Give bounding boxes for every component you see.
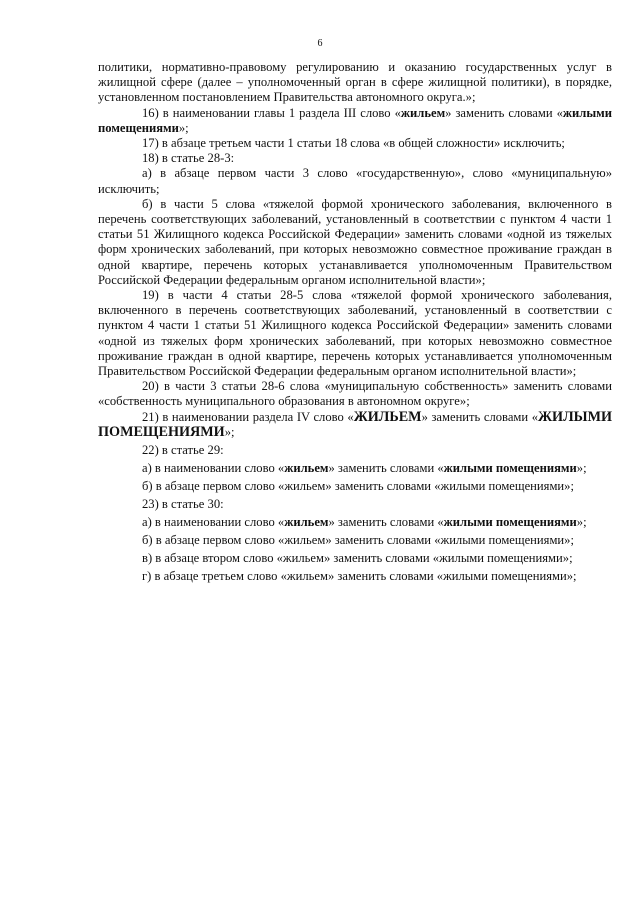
bold-term: ЖИЛЬЕМ [353, 408, 422, 425]
paragraph-18b: б) в части 5 слова «тяжелой формой хронического заболевания, включенного в перечень соответствующих заболеваний, установленный в соответствии с пунктом 4 части 1 статьи 51 Жилищного кодекса Российской Федерации» заменить словами «одной из тяжелых форм хронических заболеваний, при которых невозможно совместное проживание граждан в одной квартире, перечень которых устанавливается уполномоченным Правительством Российской Федерации федеральным органом исполнительной власти»; [98, 196, 612, 287]
bold-term: жилыми помещениями [443, 460, 577, 475]
page-number: 6 [317, 38, 323, 49]
bold-term: жильем [400, 105, 446, 120]
paragraph-22a: а) в наименовании слово «жильем» заменить словами «жилыми помещениями»; [142, 460, 587, 475]
paragraph-18a: а) в абзаце первом части 3 слово «государственную», слово «муниципальную» исключить; [98, 166, 612, 196]
paragraph-23: 23) в статье 30: [142, 496, 224, 511]
bold-term: ЖИЛЫМИ ПОМЕЩЕНИЯМИ [98, 408, 613, 440]
bold-term: жильем [284, 460, 329, 475]
paragraph-16: 16) в наименовании главы 1 раздела III слово «жильем» заменить словами «жилыми помещениями»; [98, 105, 612, 135]
paragraph-22: 22) в статье 29: [142, 442, 224, 457]
bold-term: жильем [284, 514, 329, 529]
bold-term: жилыми помещениями [98, 105, 612, 135]
paragraph-23b: б) в абзаце первом слово «жильем» заменить словами «жилыми помещениями»; [142, 532, 574, 547]
paragraph-20: 20) в части 3 статьи 28-6 слова «муниципальную собственность» заменить словами «собственность муниципального образования в автономном округе»; [98, 379, 612, 409]
paragraph-21: 21) в наименовании раздела IV слово «ЖИЛЬЕМ» заменить словами «ЖИЛЫМИ ПОМЕЩЕНИЯМИ»; [98, 408, 613, 440]
paragraph-22b: б) в абзаце первом слово «жильем» заменить словами «жилыми помещениями»; [142, 478, 574, 493]
paragraph-23a: а) в наименовании слово «жильем» заменить словами «жилыми помещениями»; [142, 514, 587, 529]
document-body [98, 60, 612, 584]
paragraph-continuation: политики, нормативно-правовому регулированию и оказанию государственных услуг в жилищной сфере (далее – уполномоченный орган в сфере жилищной политики), в порядке, установленном постановлением Правительства автономного округа.»; [98, 60, 612, 105]
paragraph-17: 17) в абзаце третьем части 1 статьи 18 слова «в общей сложности» исключить; [142, 136, 565, 151]
paragraph-19: 19) в части 4 статьи 28-5 слова «тяжелой формой хронического заболевания, включенного в перечень соответствующих заболеваний, установленный в соответствии с пунктом 4 части 1 статьи 51 Жилищного кодекса Российской Федерации» заменить словами «одной из тяжелых форм хронических заболеваний, при которых невозможно совместное проживание граждан в одной квартире, перечень которых устанавливается уполномоченным Правительством Российской Федерации федеральным органом исполнительной власти»; [98, 288, 612, 379]
paragraph-18: 18) в статье 28-3: [142, 151, 235, 166]
paragraph-23g: г) в абзаце третьем слово «жильем» заменить словами «жилыми помещениями»; [142, 568, 577, 583]
bold-term: жилыми помещениями [443, 514, 577, 529]
paragraph-23v: в) в абзаце втором слово «жильем» заменить словами «жилыми помещениями»; [142, 550, 573, 565]
